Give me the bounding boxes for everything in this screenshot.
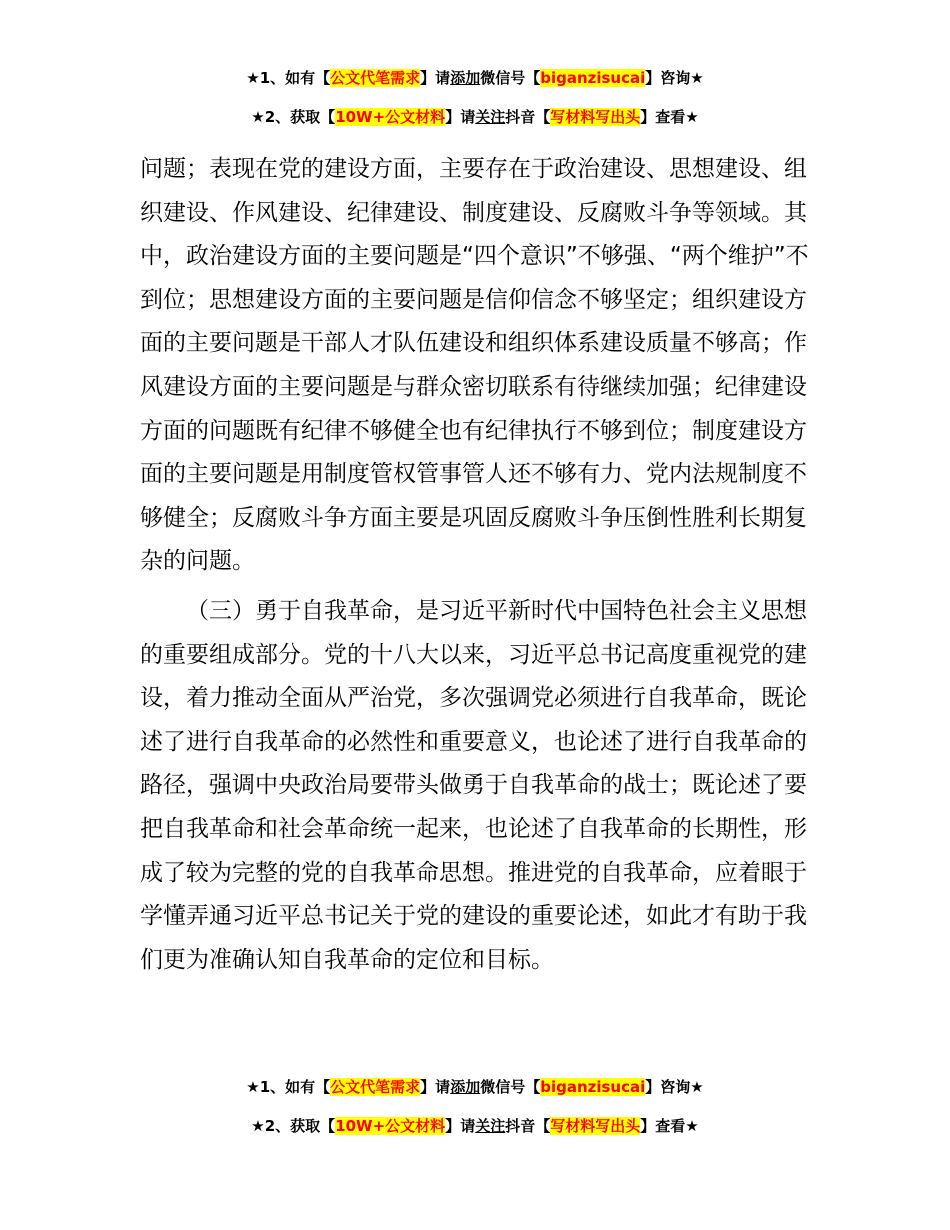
promo-highlight: 10W+公文材料 <box>335 1117 446 1135</box>
promo-text: 】请 <box>445 1117 476 1135</box>
promo-text: 】查看★ <box>640 1117 699 1135</box>
promo-highlight: 10W+公文材料 <box>335 108 446 126</box>
document-body <box>140 148 812 982</box>
promo-text: ★2、获取【 <box>251 1117 336 1135</box>
promo-underlined-text: 关注 <box>475 108 506 126</box>
promo-underlined-text: 关注 <box>475 1117 506 1135</box>
promo-text: 抖音【 <box>505 1117 551 1135</box>
promo-highlight: 公文代笔需求 <box>330 1078 421 1096</box>
promo-text: 】请 <box>420 69 451 87</box>
promo-douyin-account: 写材料写出头 <box>550 108 641 126</box>
promo-text: 微信号【 <box>480 69 541 87</box>
footer-promo-line-1 <box>0 1076 950 1098</box>
header-promo-line-1 <box>0 67 950 89</box>
body-paragraph-1: 问题；表现在党的建设方面，主要存在于政治建设、思想建设、组织建设、作风建设、纪律建设、制度建设、反腐败斗争等领域。其中，政治建设方面的主要问题是“四个意识”不够强、“两个维护”不到位；思想建设方面的主要问题是信仰信念不够坚定；组织建设方面的主要问题是干部人才队伍建设和组织体系建设质量不够高；作风建设方面的主要问题是与群众密切联系有待继续加强；纪律建设方面的问题既有纪律不够健全也有纪律执行不够到位；制度建设方面的主要问题是用制度管权管事管人还不够有力、党内法规制度不够健全；反腐败斗争方面主要是巩固反腐败斗争压倒性胜利长期复杂的问题。 <box>140 156 809 575</box>
promo-text: ★1、如有【 <box>246 1078 331 1096</box>
promo-text: ★1、如有【 <box>246 69 331 87</box>
promo-text: 】咨询★ <box>645 1078 704 1096</box>
promo-wechat-id: biganzisucai <box>540 1078 646 1096</box>
promo-underlined-text: 添加 <box>450 69 481 87</box>
body-paragraph-2: （三）勇于自我革命，是习近平新时代中国特色社会主义思想的重要组成部分。党的十八大以来，习近平总书记高度重视党的建设，着力推动全面从严治党，多次强调党必须进行自我革命，既论述了进行自我革命的必然性和重要意义，也论述了进行自我革命的路径，强调中央政治局要带头做勇于自我革命的战士；既论述了要把自我革命和社会革命统一起来，也论述了自我革命的长期性，形成了较为完整的党的自我革命思想。推进党的自我革命，应着眼于学懂弄通习近平总书记关于党的建设的重要论述，如此才有助于我们更为准确认知自我革命的定位和目标。 <box>140 597 807 973</box>
promo-text: 微信号【 <box>480 1078 541 1096</box>
promo-text: 】查看★ <box>640 108 699 126</box>
promo-underlined-text: 添加 <box>450 1078 481 1096</box>
promo-wechat-id: biganzisucai <box>540 69 646 87</box>
promo-douyin-account: 写材料写出头 <box>550 1117 641 1135</box>
footer-promo-line-2 <box>0 1115 950 1137</box>
promo-highlight: 公文代笔需求 <box>330 69 421 87</box>
promo-text: ★2、获取【 <box>251 108 336 126</box>
promo-text: 抖音【 <box>505 108 551 126</box>
header-promo-line-2 <box>0 106 950 128</box>
promo-text: 】咨询★ <box>645 69 704 87</box>
promo-text: 】请 <box>420 1078 451 1096</box>
promo-text: 】请 <box>445 108 476 126</box>
